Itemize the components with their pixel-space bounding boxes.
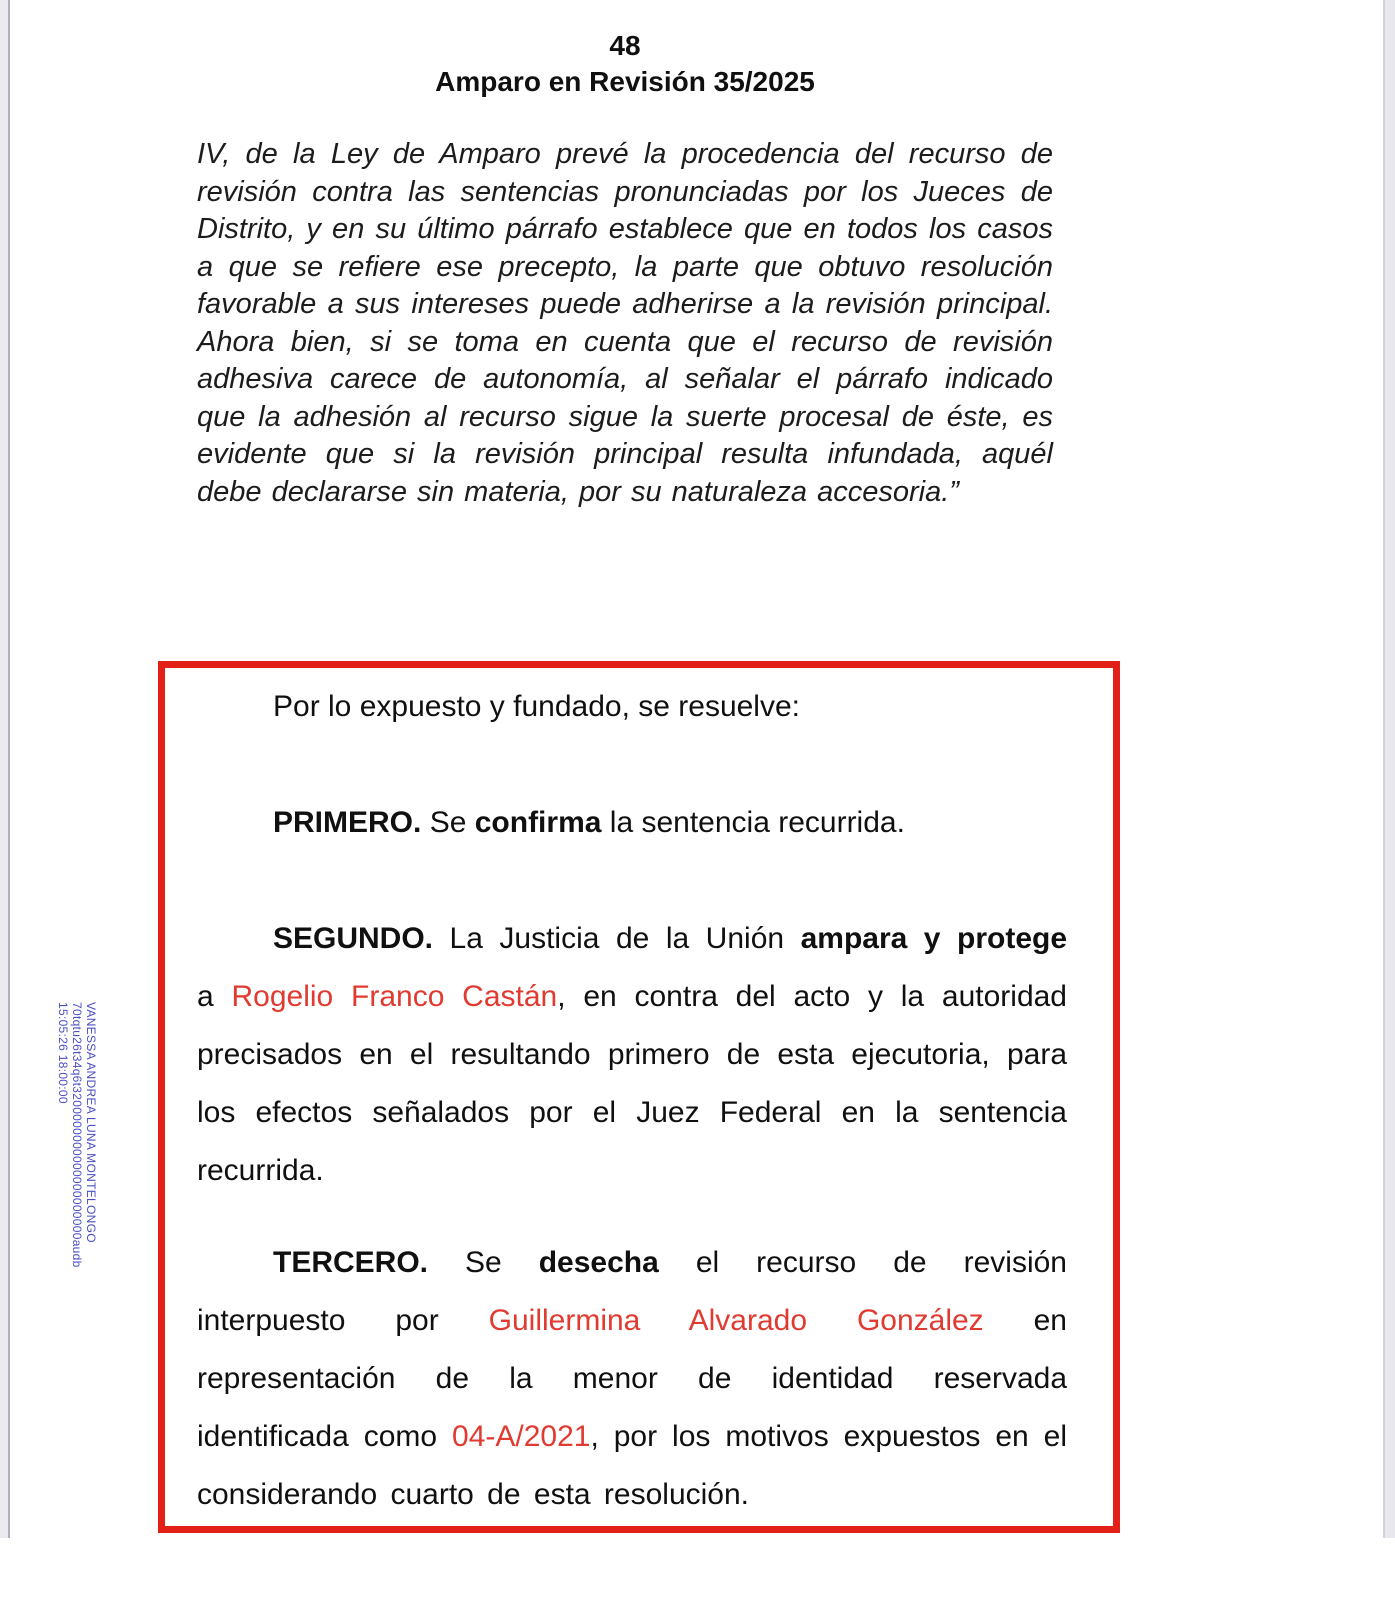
page-number: 48 [609, 30, 641, 61]
text-segment: La Justicia de la Unión [433, 922, 801, 955]
text-segment-bold: PRIMERO. [273, 806, 422, 839]
document-header [197, 28, 1053, 100]
page-edge-line-left [8, 0, 10, 1538]
signature-datetime: 15:05:26 18:00:00 [56, 1002, 70, 1104]
text-segment: el recurso de revisión interpuesto por [197, 1246, 1067, 1337]
signature-hash: 70tqtu26t34q6t3200000000000000000000audb [70, 1002, 84, 1268]
text-segment-bold: confirma [474, 806, 602, 839]
text-segment-bold: TERCERO. [273, 1246, 429, 1279]
text-segment: en representación de la menor de identidad reservada identificada como [197, 1304, 1067, 1453]
resolution-segundo-paragraph [197, 910, 1067, 1200]
resolution-intro-paragraph [197, 678, 1067, 736]
text-segment-red: Guillermina Alvarado González [488, 1304, 984, 1337]
text-segment: , en contra del acto y la autoridad precisados en el resultando primero de esta ejecutoria, para los efectos señalados por el Juez Federal en la sentencia recurrida. [197, 980, 1067, 1187]
text-segment-red: Rogelio Franco Castán [231, 980, 558, 1013]
text-segment: Se [421, 806, 475, 839]
page-edge-strip-left [0, 0, 8, 1538]
text-segment-bold: ampara y protege [800, 922, 1068, 955]
text-segment: a [197, 980, 232, 1013]
page-edge-strip-right [1383, 0, 1395, 1538]
case-title: Amparo en Revisión 35/2025 [435, 66, 815, 97]
text-segment: la sentencia recurrida. [601, 806, 905, 839]
resolution-tercero-paragraph [197, 1234, 1067, 1524]
text-segment: Se [428, 1246, 539, 1279]
resolution-primero-paragraph [197, 794, 1067, 852]
signature-name: VANESSA ANDREA LUNA MONTELONGO [84, 1002, 98, 1243]
resolution-highlight-box [158, 661, 1120, 1533]
digital-signature-stamp [56, 1002, 98, 1268]
quoted-thesis-paragraph: IV, de la Ley de Amparo prevé la procedencia del recurso de revisión contra las sentencias pronunciadas por los Jueces de Distrito, y en su último párrafo establece que en todos los casos a que se refiere ese precepto, la parte que obtuvo resolución favorable a sus intereses puede adherirse a la revisión principal. Ahora bien, si se toma en cuenta que el recurso de revisión adhesiva carece de autonomía, al señalar el párrafo indicado que la adhesión al recurso sigue la suerte procesal de éste, es evidente que si la revisión principal resulta infundada, aquél debe declararse sin materia, por su naturaleza accesoria.” [197, 138, 1053, 508]
text-segment: Por lo expuesto y fundado, se resuelve: [273, 690, 800, 723]
text-segment: , por los motivos expuestos en el considerando cuarto de esta resolución. [197, 1420, 1067, 1511]
text-segment-bold: SEGUNDO. [273, 922, 434, 955]
text-segment-red: 04-A/2021 [452, 1420, 591, 1453]
text-segment-bold: desecha [538, 1246, 659, 1279]
